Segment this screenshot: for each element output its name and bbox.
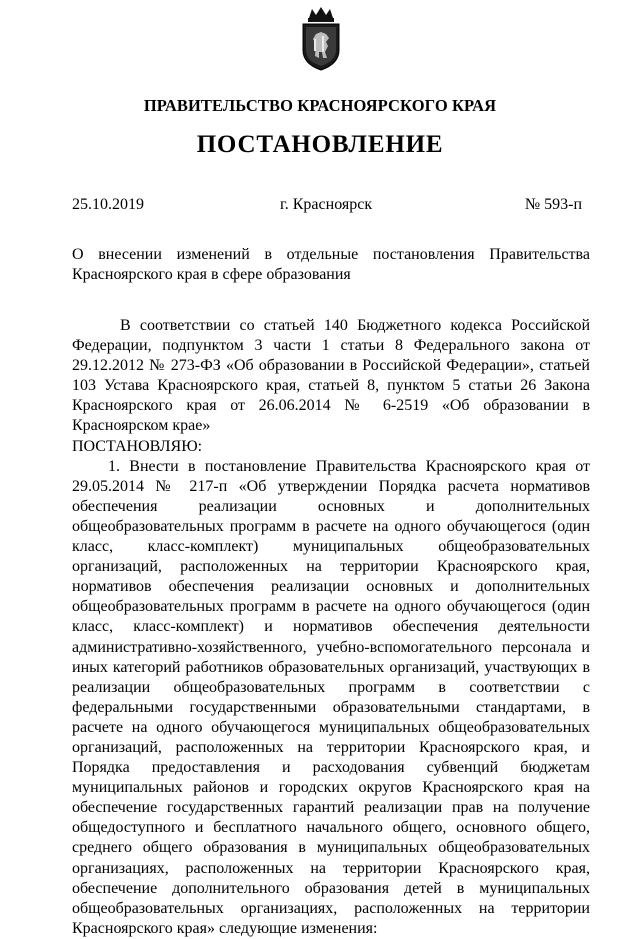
document-body xyxy=(72,316,590,939)
document-subject: О внесении изменений в отдельные постановления Правительства Красноярского края в сфере образования xyxy=(72,246,590,283)
document-type-title: ПОСТАНОВЛЕНИЕ xyxy=(196,131,444,158)
document-date: 25.10.2019 xyxy=(72,196,144,213)
preamble-paragraph: В соответствии со статьей 140 Бюджетного кодекса Российской Федерации, подпунктом 3 части 1 статьи 8 Федерального закона от 29.12.2012 № 273-ФЗ «Об образовании в Российской Федерации», статьей 103 Устава Красноярского края, статьей 8, пунктом 5 статьи 26 Закона Красноярского края от 26.06.2014 № 6-2519 «Об образовании в Красноярском крае» xyxy=(72,317,590,435)
coat-of-arms-icon xyxy=(295,6,347,72)
document-city: г. Красноярск xyxy=(280,196,373,213)
government-name: ПРАВИТЕЛЬСТВО КРАСНОЯРСКОГО КРАЯ xyxy=(143,96,497,115)
resolve-keyword: ПОСТАНОВЛЯЮ: xyxy=(72,437,203,455)
document-number: № 593-п xyxy=(524,196,582,213)
item-1-paragraph: 1. Внести в постановление Правительства Красноярского края от 29.05.2014 № 217-п «Об утверждении Порядка расчета нормативов обеспечения реализации основных и дополнительных общеобразовательных программ в расчете на одного обучающегося (один класс, класс-комплект) муниципальных общеобразовательных организаций, расположенных на территории Красноярского края, нормативов обеспечения реализации основных и дополнительных общеобразовательных программ в расчете на одного обучающегося (один класс, класс-комплект) и нормативов обеспечения деятельности административно-хозяйственного, учебно-вспомогательного персонала и иных категорий работников образовательных организаций, участвующих в реализации общеобразовательных программ в соответствии с федеральными государственными образовательными стандартами, в расчете на одного обучающегося муниципальных общеобразовательных организаций, расположенных на территории Красноярского края, и Порядка предоставления и расходования субвенций бюджетам муниципальных районов и городских округов Красноярского края на обеспечение государственных гарантий реализации прав на получение общедоступного и бесплатного начального общего, основного общего, среднего общего образования в муниципальных общеобразовательных организациях, расположенных на территории Красноярского края, обеспечение дополнительного образования детей в муниципальных общеобразовательных организациях, расположенных на территории Красноярского края» следующие изменения: xyxy=(72,457,590,937)
